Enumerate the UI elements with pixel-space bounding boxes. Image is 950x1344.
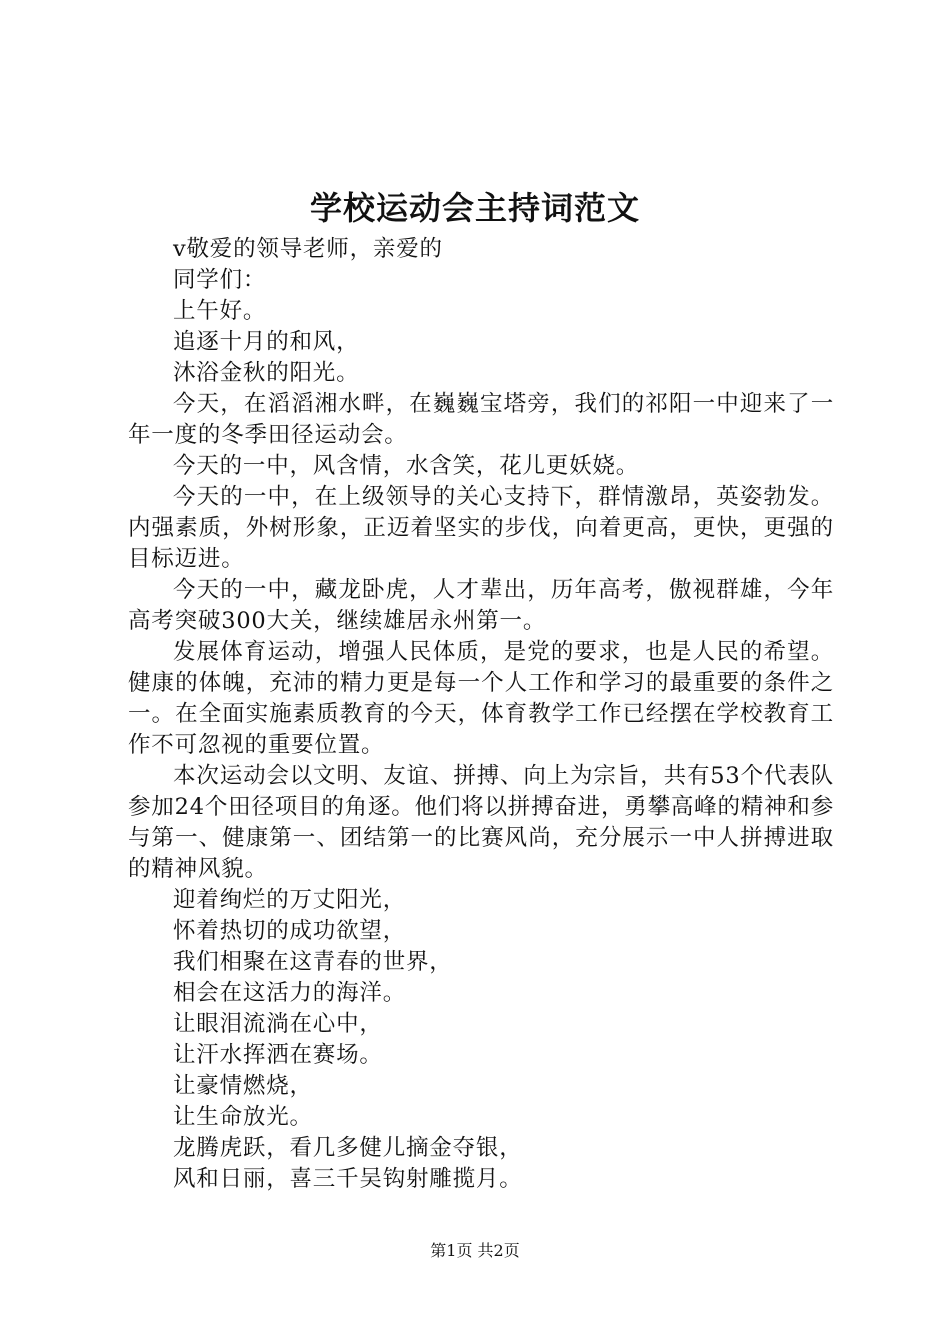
document-title: 学校运动会主持词范文	[309, 189, 640, 227]
paragraph: 今天的一中，风含情，水含笑，花儿更妖娆。	[173, 453, 640, 479]
paragraph: 让眼泪流淌在心中，	[173, 1011, 383, 1037]
paragraph: 让汗水挥洒在赛场。	[173, 1042, 383, 1068]
paragraph: 怀着热切的成功欲望，	[173, 918, 407, 944]
paragraph: v敬爱的领导老师，亲爱的	[173, 236, 443, 262]
paragraph: 迎着绚烂的万丈阳光，	[173, 887, 407, 913]
paragraph: 今天的一中，藏龙卧虎，人才辈出，历年高考，傲视群雄，今年高考突破300大关，继续雄居永州第一。	[128, 577, 834, 634]
paragraph: 龙腾虎跃，看几多健儿摘金夺银，	[173, 1135, 523, 1161]
paragraph: 本次运动会以文明、友谊、拼搏、向上为宗旨，共有53个代表队参加24个田径项目的角逐。他们将以拼搏奋进，勇攀高峰的精神和参与第一、健康第一、团结第一的比赛风尚，充分展示一中人拼搏进取的精神风貌。	[128, 763, 834, 882]
paragraph: 我们相聚在这青春的世界，	[173, 949, 453, 975]
paragraph: 让豪情燃烧，	[173, 1073, 313, 1099]
paragraph: 上午好。	[173, 298, 267, 324]
page-footer: 第1页 共2页	[430, 1241, 520, 1260]
paragraph: 相会在这活力的海洋。	[173, 980, 407, 1006]
paragraph: 今天，在滔滔湘水畔，在巍巍宝塔旁，我们的祁阳一中迎来了一年一度的冬季田径运动会。	[128, 391, 834, 448]
paragraph: 追逐十月的和风，	[173, 329, 360, 355]
paragraph: 发展体育运动，增强人民体质，是党的要求，也是人民的希望。健康的体魄，充沛的精力更是每一个人工作和学习的最重要的条件之一。在全面实施素质教育的今天，体育教学工作已经摆在学校教育工作不可忽视的重要位置。	[128, 639, 834, 758]
paragraph: 让生命放光。	[173, 1104, 313, 1130]
paragraph: 今天的一中，在上级领导的关心支持下，群情激昂，英姿勃发。内强素质，外树形象，正迈着坚实的步伐，向着更高，更快，更强的目标迈进。	[128, 484, 834, 572]
document-body	[128, 234, 834, 1195]
paragraph: 风和日丽，喜三千吴钩射雕揽月。	[173, 1166, 523, 1192]
paragraph: 沐浴金秋的阳光。	[173, 360, 360, 386]
paragraph: 同学们：	[173, 267, 267, 293]
